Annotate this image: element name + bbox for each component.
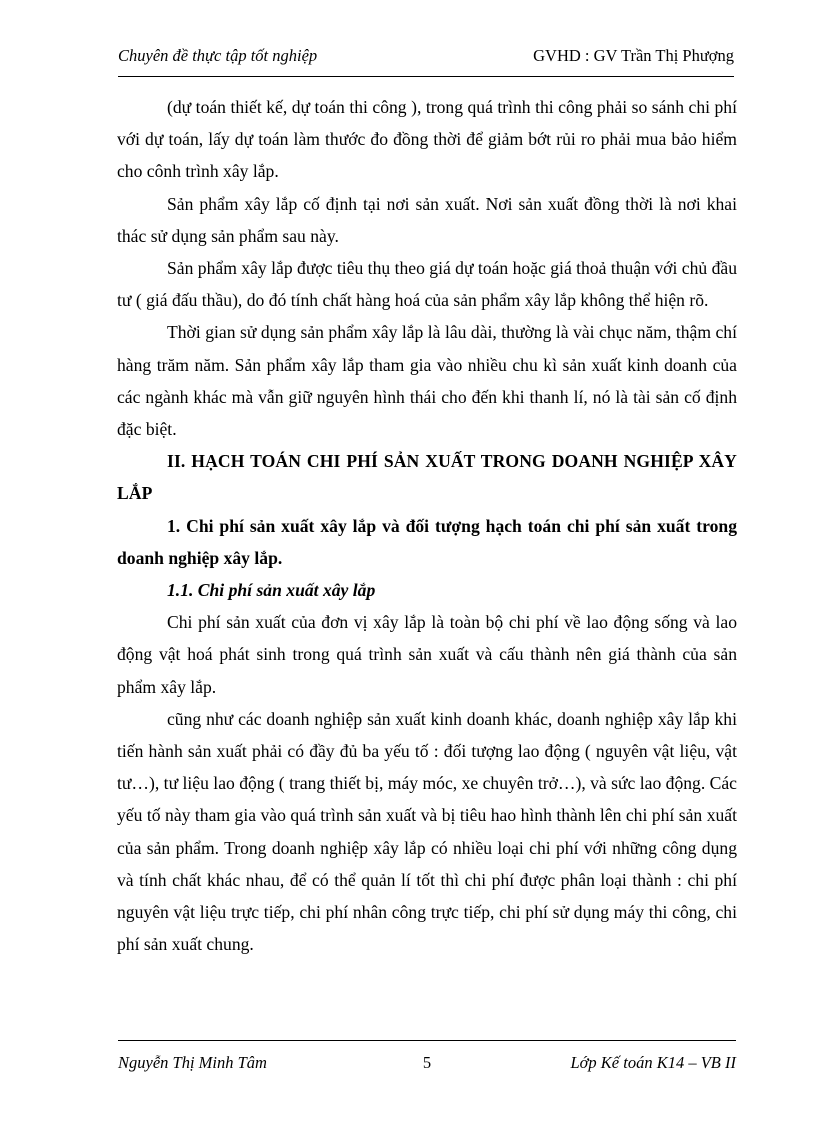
paragraph: Chi phí sản xuất của đơn vị xây lắp là toàn bộ chi phí về lao động sống và lao động vật hoá phát sinh trong quá trình sản xuất và cấu thành nên giá thành của sản phẩm xây lắp. [117, 612, 737, 697]
paragraph: Sản phẩm xây lắp được tiêu thụ theo giá dự toán hoặc giá thoả thuận với chủ đầu tư ( giá đấu thầu), do đó tính chất hàng hoá của sản phẩm xây lắp không thể hiện rõ. [117, 258, 737, 311]
footer-author: Nguyễn Thị Minh Tâm [118, 1053, 267, 1072]
page-header [118, 46, 734, 77]
paragraph: (dự toán thiết kế, dự toán thi công ), trong quá trình thi công phải so sánh chi phí với dự toán, lấy dự toán làm thước đo đồng thời để giảm bớt rủi ro phải mua bảo hiểm cho cônh trình xây lắp. [117, 97, 737, 182]
paragraph: Sản phẩm xây lắp cố định tại nơi sản xuất. Nơi sản xuất đồng thời là nơi khai thác sử dụng sản phẩm sau này. [117, 193, 737, 246]
subsubsection-heading: 1.1. Chi phí sản xuất xây lắp [167, 580, 376, 601]
subsection-heading: 1. Chi phí sản xuất xây lắp và đối tượng hạch toán chi phí sản xuất trong doanh nghiệp xây lắp. [117, 515, 737, 568]
section-heading: II. HẠCH TOÁN CHI PHÍ SẢN XUẤT TRONG DOANH NGHIỆP XÂY LẮP [117, 451, 737, 504]
header-advisor: GVHD : GV Trần Thị Phượng [533, 46, 734, 65]
page-body [117, 91, 737, 960]
page-footer [118, 1040, 736, 1073]
page-number: 5 [422, 1053, 432, 1072]
paragraph: cũng như các doanh nghiệp sản xuất kinh doanh khác, doanh nghiệp xây lắp khi tiến hành sản xuất phải có đầy đủ ba yếu tố : đối tượng lao động ( nguyên vật liệu, vật tư…), tư liệu lao động ( trang thiết bị, máy móc, xe chuyên trở…), và sức lao động. Các yếu tố này tham gia vào quá trình sản xuất và bị tiêu hao hình thành lên chi phí sản xuất của sản phẩm. Trong doanh nghiệp xây lắp có nhiều loại chi phí với những công dụng và tính chất khác nhau, để có thể quản lí tốt thì chi phí được phân loại thành : chi phí nguyên vật liệu trực tiếp, chi phí nhân công trực tiếp, chi phí sử dụng máy thi công, chi phí sản xuất chung. [117, 708, 737, 955]
paragraph: Thời gian sử dụng sản phẩm xây lắp là lâu dài, thường là vài chục năm, thậm chí hàng trăm năm. Sản phẩm xây lắp tham gia vào nhiều chu kì sản xuất kinh doanh của các ngành khác mà vẫn giữ nguyên hình thái cho đến khi thanh lí, nó là tài sản cố định đặc biệt. [117, 322, 737, 440]
header-document-title: Chuyên đề thực tập tốt nghiệp [118, 46, 318, 65]
footer-class: Lớp Kế toán K14 – VB II [570, 1053, 736, 1072]
